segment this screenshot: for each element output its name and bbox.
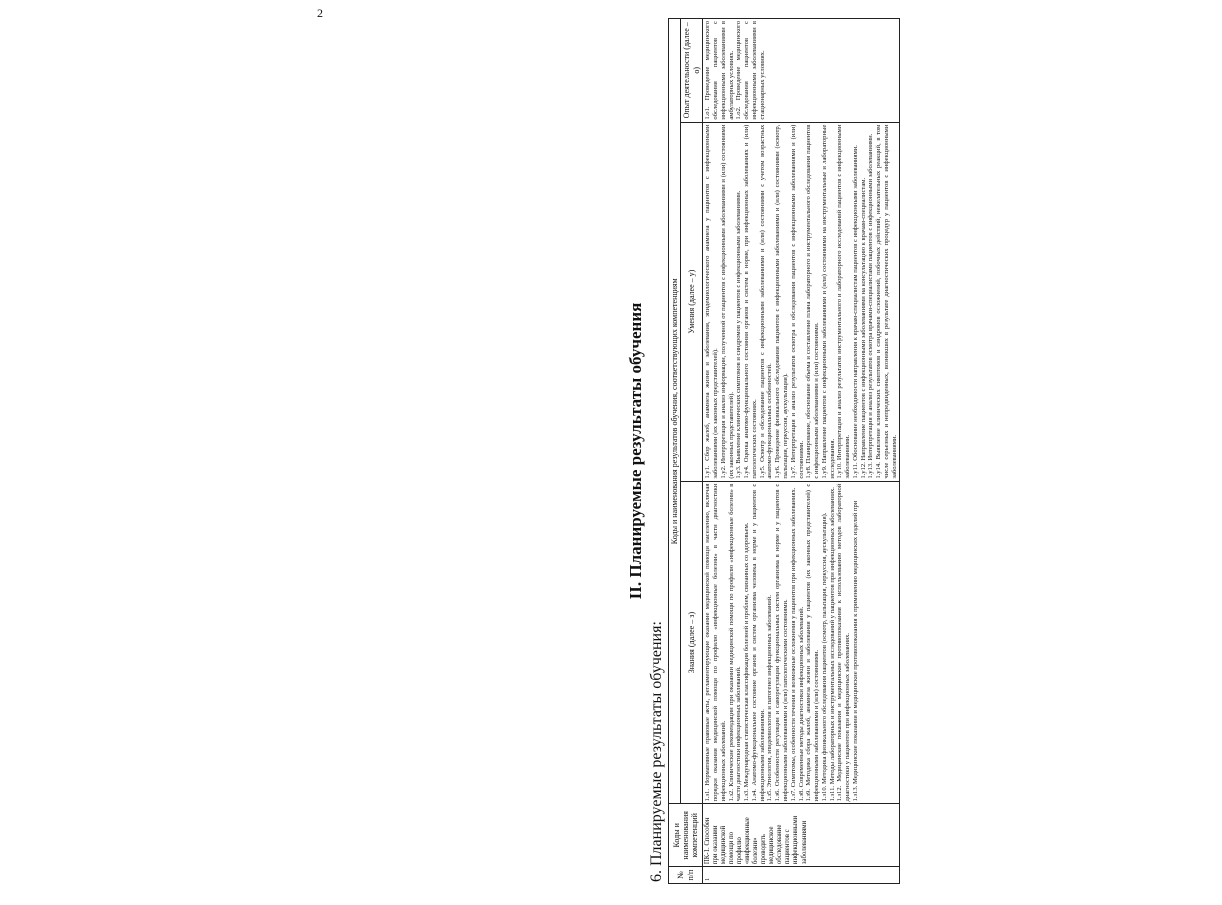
skill-item: 1.у2. Интерпретация и анализ информации, полученной от пациентов с инфекционными заболеваниями и (или) состояниями (их законных представителей). xyxy=(719,124,735,479)
knowledge-item: 1.з9. Методика сбора жалоб, анамнеза жизни и заболевания у пациентов (их законных представителей) с инфекционными заболеваниями и (или) состояниями. xyxy=(805,483,821,802)
skill-item: 1.у4. Оценка анатомо-функционального состояния органов и систем в норме, при инфекционных заболеваниях и (или) патологических состояниях. xyxy=(743,124,758,479)
header-experience: Опыт деятельности (далее – о) xyxy=(681,19,703,123)
experience-item: 1.о1. Проведение медицинского обследования пациентов с инфекционными заболеваниями в амбулаторных условиях. xyxy=(704,21,735,120)
knowledge-item: 1.з1. Нормативные правовые акты, регламентирующие оказание медицинской помощи населению, включая порядки оказания медицинской помощи по профилю «инфекционные болезни» в части диагностики инфекционных заболеваний. xyxy=(704,483,727,802)
knowledge-item: 1.з5. Этиология, эпидемиология и патогенез инфекционных заболеваний. xyxy=(766,595,774,802)
experience-item: 1.о2. Проведение медицинского обследования пациентов с инфекционными заболеваниями в стационарных условиях. xyxy=(735,21,766,120)
knowledge-item: 1.з11. Методы лабораторных и инструментальных исследований у пациентов при инфекционных заболеваниях. xyxy=(828,487,836,802)
skill-item: 1.у13. Интерпретация и анализ результатов осмотра врачами-специалистами пациентов с инфекционными заболеваниями. xyxy=(867,133,875,479)
competence-code: ПК-1. Способен при оказании медицинской помощи по профилю «инфекционные болезни» проводить медицинское обследование пациентов с инфекционными заболеваниями xyxy=(703,804,900,867)
header-code: Коды и наименования компетенций xyxy=(669,804,703,867)
section-title: II. Планируемые результаты обучения xyxy=(626,302,645,600)
header-num: № п/п xyxy=(669,867,703,884)
knowledge-cell xyxy=(703,481,900,804)
header-knowledge: Знания (далее – з) xyxy=(681,481,703,804)
learning-outcomes-table xyxy=(668,18,900,884)
knowledge-item: 1.з3. Международная статистическая классификация болезней и проблем, связанных со здоровьем. xyxy=(743,522,751,802)
knowledge-item: 1.з6. Особенности регуляции и саморегуляции функциональных систем организма в норме и у пациентов с инфекционными заболеваниями и (или) патологическими состояниями. xyxy=(774,483,789,802)
knowledge-item: 1.з2. Клинические рекомендации при оказании медицинской помощи по профилю «инфекционные болезни» в части диагностики инфекционных заболеваний. xyxy=(727,483,743,802)
skill-item: 1.у1. Сбор жалоб, анамнеза жизни и заболевания, эпидемиологического анамнеза у пациентов с инфекционными заболеваниями (их законных представителей). xyxy=(704,124,720,479)
row-number: 1 xyxy=(703,867,900,884)
skill-item: 1.у9. Направление пациентов с инфекционными заболеваниями и (или) состояниями на инструментальные и лабораторные исследования. xyxy=(820,124,836,479)
experience-cell xyxy=(703,19,900,123)
table-row xyxy=(703,19,900,884)
knowledge-item: 1.з8. Современные методы диагностики инфекционных заболеваний. xyxy=(797,606,805,802)
skill-item: 1.у14. Выявление клинических симптомов и синдромов осложнений, побочных действий, нежелательных реакций, в том числе серьезных и непредвиденных, возникших в результате диагностических процедур у пациентов с инфекционными заболеваниями. xyxy=(875,124,898,479)
skills-cell xyxy=(703,122,900,481)
skill-item: 1.у10. Интерпретация и анализ результатов инструментального и лабораторного исследований пациентов с инфекционными заболеваниями. xyxy=(836,124,852,479)
knowledge-item: 1.з12. Медицинские показания и медицинские противопоказания к использованию методов лабораторной диагностики у пациентов при инфекционных заболеваниях. xyxy=(836,483,852,802)
skill-item: 1.у12. Направление пациентов с инфекционными заболеваниями на консультацию к врачам-специалистам. xyxy=(859,177,867,479)
knowledge-item: 1.з4. Анатомо-функциональное состояние органов и систем организма человека в норме и у пациентов с инфекционными заболеваниями. xyxy=(750,483,766,802)
header-skills: Умения (далее – у) xyxy=(681,122,703,481)
knowledge-item: 1.з13. Медицинские показания и медицинские противопоказания к применению медицинских изделий при xyxy=(851,500,859,802)
header-group: Коды и наименования результатов обучения, соответствующих компетенциям xyxy=(669,19,681,805)
skill-item: 1.у6. Проведение физикального обследования пациентов с инфекционными заболеваниями и (или) состояниями (осмотр, пальпация, перкуссия, аускультация). xyxy=(774,124,789,479)
skill-item: 1.у8. Планирование, обоснование объема и составление плана лабораторного и инструментального обследования пациентов с инфекционными заболеваниями и (или) состояниями. xyxy=(805,124,821,479)
skill-item: 1.у11. Обоснование необходимости направления к врачам-специалистам пациентов с инфекционными заболеваниями. xyxy=(851,145,859,479)
skill-item: 1.у3. Выявление клинических симптомов и синдромов у пациентов с инфекционными заболеваниями. xyxy=(735,190,743,479)
knowledge-item: 1.з10. Методика физикального обследования пациентов (осмотр, пальпация, перкуссия, аускультация). xyxy=(820,512,828,802)
knowledge-item: 1.з7. Симптомы, особенности течения и возможные осложнения у пациентов при инфекционных заболеваниях. xyxy=(789,487,797,802)
page-number: 2 xyxy=(317,6,323,20)
rotated-page xyxy=(620,14,1222,888)
section-subtitle: 6. Планируемые результаты обучения: xyxy=(648,621,665,882)
skill-item: 1.у5. Осмотр и обследование пациентов с инфекционными заболеваниями и (или) состояниями с учетом возрастных анатомо-функциональных особенностей. xyxy=(758,124,774,479)
skill-item: 1.у7. Интерпретация и анализ результатов осмотра и обследования пациентов с инфекционными заболеваниями и (или) состояниями. xyxy=(789,124,805,479)
